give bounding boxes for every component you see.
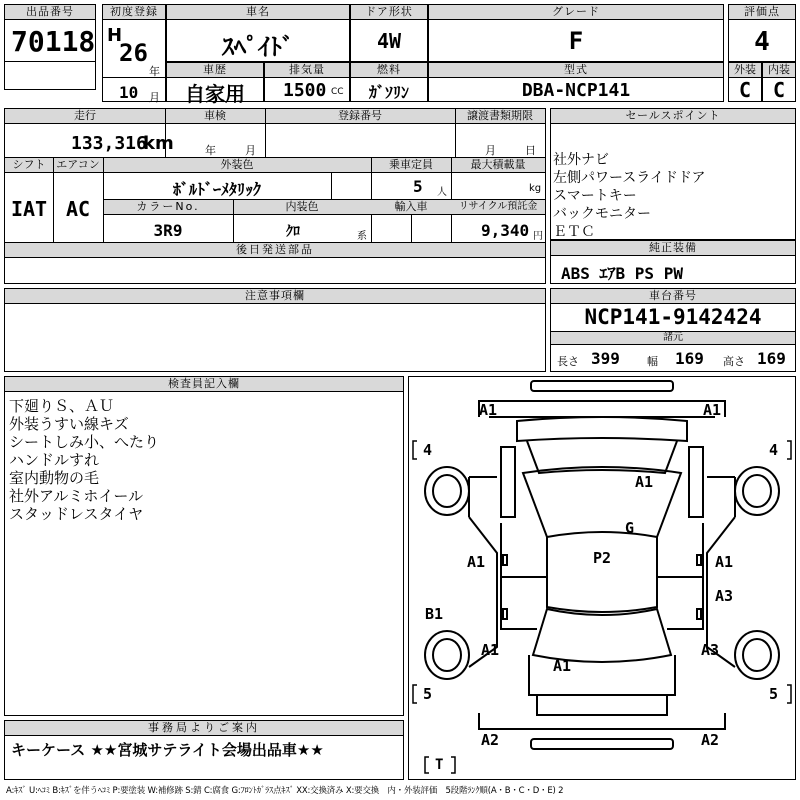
max-load-label: 最大積載量	[470, 158, 526, 171]
aircon: AC	[65, 197, 91, 221]
interior-color-label: 内装色	[285, 200, 319, 213]
sales-point: ＥＴＣ	[553, 224, 595, 240]
tire-rear-left-score: 5	[423, 685, 433, 703]
first-registration-label: 初度登録	[103, 5, 165, 20]
sales-points-box	[550, 108, 796, 240]
tire-rear-right-score: 5	[769, 685, 779, 703]
length-label: 長さ	[557, 355, 579, 368]
equipment-box	[550, 240, 796, 284]
tire-front-left-score: 4	[423, 441, 433, 459]
model-label: 型式	[429, 63, 723, 78]
office-notice: キーケース ★★宮城サテライト会場出品車★★	[11, 741, 324, 759]
color-number: 3R9	[153, 221, 183, 240]
exterior-grade-label: 外装	[729, 63, 761, 78]
car-outline-diagram	[409, 377, 795, 779]
aircon-label: エアコン	[56, 158, 100, 171]
score: 4	[754, 27, 770, 57]
damage-mark: A1	[703, 401, 722, 419]
damage-mark: G	[625, 519, 635, 537]
width: 169	[675, 349, 704, 368]
dimensions-label: 諸元	[663, 332, 683, 343]
exterior-grade-box	[728, 62, 762, 102]
displacement: 1500	[283, 80, 327, 101]
width-label: 幅	[647, 355, 658, 368]
inspection-month-unit: 月	[245, 144, 256, 157]
equipment: ABS ｴｱB PS PW	[561, 264, 683, 283]
history-label: 車歴	[167, 63, 263, 78]
damage-mark: A1	[467, 553, 486, 571]
model-code: DBA-NCP141	[521, 80, 631, 101]
capacity-unit: 人	[437, 187, 447, 198]
sales-point: 左側パワースライドドア	[553, 170, 706, 186]
damage-mark: A2	[481, 731, 500, 749]
model-box	[428, 62, 724, 102]
inspector-line: シートしみ小、へたり	[9, 433, 160, 451]
exterior-grade: C	[738, 78, 752, 102]
door-label: ドア形状	[351, 5, 427, 20]
damage-mark: A1	[553, 657, 572, 675]
grade-label: グレード	[429, 5, 723, 20]
interior-color: ｸﾛ	[286, 224, 300, 240]
shift: IAT	[10, 197, 48, 221]
mileage-label: 走行	[74, 109, 96, 122]
max-load-unit: kg	[529, 183, 542, 194]
damage-diagram	[408, 376, 796, 780]
door-type: 4W	[376, 29, 402, 53]
recycle-fee: 9,340	[481, 221, 530, 240]
month-unit: 月	[149, 91, 160, 104]
fuel: ｶﾞｿﾘﾝ	[368, 83, 409, 102]
displacement-unit: CC	[331, 87, 344, 97]
spec-grid	[4, 108, 546, 284]
first-registration-box	[102, 4, 166, 102]
length: 399	[591, 349, 620, 368]
car-name: ｽﾍﾟｲﾄﾞ	[222, 33, 294, 61]
recycle-fee-unit: 円	[533, 231, 543, 242]
tire-front-right-score: 4	[769, 441, 779, 459]
notes-label: 注意事項欄	[5, 289, 545, 304]
exterior-color: ﾎﾞﾙﾄﾞｰﾒﾀﾘｯｸ	[172, 180, 261, 199]
score-box	[728, 4, 796, 62]
inspection-label: 車検	[204, 109, 226, 122]
damage-mark: A3	[715, 587, 734, 605]
interior-grade: C	[772, 78, 786, 102]
transfer-day-unit: 日	[525, 144, 536, 157]
height: 169	[757, 349, 786, 368]
damage-mark: P2	[593, 549, 612, 567]
mileage-unit: km	[143, 133, 174, 154]
year-unit: 年	[149, 65, 160, 78]
inspector-label: 検査員記入欄	[5, 377, 403, 392]
damage-mark: A2	[701, 731, 720, 749]
import-label: 輸入車	[394, 200, 428, 213]
car-name-box	[166, 4, 350, 62]
sales-point: バックモニター	[553, 206, 651, 222]
damage-mark: A1	[479, 401, 498, 419]
mileage: 133,316	[71, 133, 147, 154]
notes-box	[4, 288, 546, 372]
score-label: 評価点	[729, 5, 795, 20]
damage-mark: A1	[715, 553, 734, 571]
car-name-label: 車名	[167, 5, 349, 20]
recycle-label: リサイクル預託金	[458, 201, 538, 212]
lot-number-label: 出品番号	[5, 5, 95, 20]
interior-grade-label: 内装	[763, 63, 795, 78]
sales-point: 社外ナビ	[553, 152, 609, 168]
displacement-box	[264, 62, 350, 102]
exterior-color-label: 外装色	[220, 158, 254, 171]
legend: A:ｷｽﾞ U:ﾍｺﾐ B:ｷｽﾞを伴うﾍｺﾐ P:要塗装 W:補修跡 S:錆 C:腐食 G:ﾌﾛﾝﾄｶﾞﾗｽ点ｷｽﾞ XX:交換済み X:要交換 内・外装評価 5段階ﾗﾝｸ順(A・B・C・D・E) 2	[6, 786, 564, 796]
inspector-line: 社外アルミホイール	[9, 487, 144, 505]
lot-number: 70118	[11, 25, 96, 58]
displacement-label: 排気量	[265, 63, 349, 78]
damage-mark: A3	[701, 641, 720, 659]
damage-mark: A1	[635, 473, 654, 491]
capacity-label: 乗車定員	[389, 158, 433, 171]
inspector-line: 外装うすい線キズ	[9, 415, 129, 433]
inspector-line: スタッドレスタイヤ	[9, 505, 144, 523]
capacity: 5	[413, 177, 423, 196]
inspector-line: 室内動物の毛	[9, 469, 100, 487]
era: H	[107, 25, 123, 46]
history-box	[166, 62, 264, 106]
equipment-label: 純正装備	[551, 241, 795, 256]
sales-point: スマートキー	[553, 188, 637, 204]
later-parts-label: 後日発送部品	[236, 243, 314, 256]
registration-month: 10	[119, 83, 139, 102]
shift-label: シフト	[12, 158, 46, 171]
grade: F	[568, 27, 584, 55]
fuel-box	[350, 62, 428, 102]
transfer-month-unit: 月	[485, 144, 496, 157]
interior-grade-box	[762, 62, 796, 102]
grade-box	[428, 4, 724, 62]
sales-points-label: セールスポイント	[551, 109, 795, 124]
inspector-line: 下廻りＳ、ＡＵ	[9, 397, 115, 415]
spare-tire-mark: T	[435, 757, 444, 773]
color-number-label: カラーNo.	[136, 200, 200, 213]
damage-mark: B1	[425, 605, 444, 623]
height-label: 高さ	[723, 355, 745, 368]
transfer-deadline-label: 譲渡書類期限	[467, 109, 533, 122]
lot-number-box	[4, 4, 96, 90]
interior-color-unit: 系	[357, 231, 367, 242]
inspection-year-unit: 年	[205, 144, 216, 157]
inspector-line: ハンドルすれ	[9, 451, 100, 469]
inspector-box	[4, 376, 404, 716]
chassis-box	[550, 288, 796, 372]
chassis-number: NCP141-9142424	[584, 305, 762, 329]
registration-year: 26	[119, 39, 148, 67]
history: 自家用	[185, 82, 245, 106]
office-notice-box	[4, 720, 404, 780]
chassis-label: 車台番号	[551, 289, 795, 304]
door-box	[350, 4, 428, 62]
office-notice-label: 事務局よりご案内	[5, 721, 403, 736]
damage-mark: A1	[481, 641, 500, 659]
registration-number-label: 登録番号	[338, 109, 382, 122]
fuel-label: 燃料	[351, 63, 427, 78]
